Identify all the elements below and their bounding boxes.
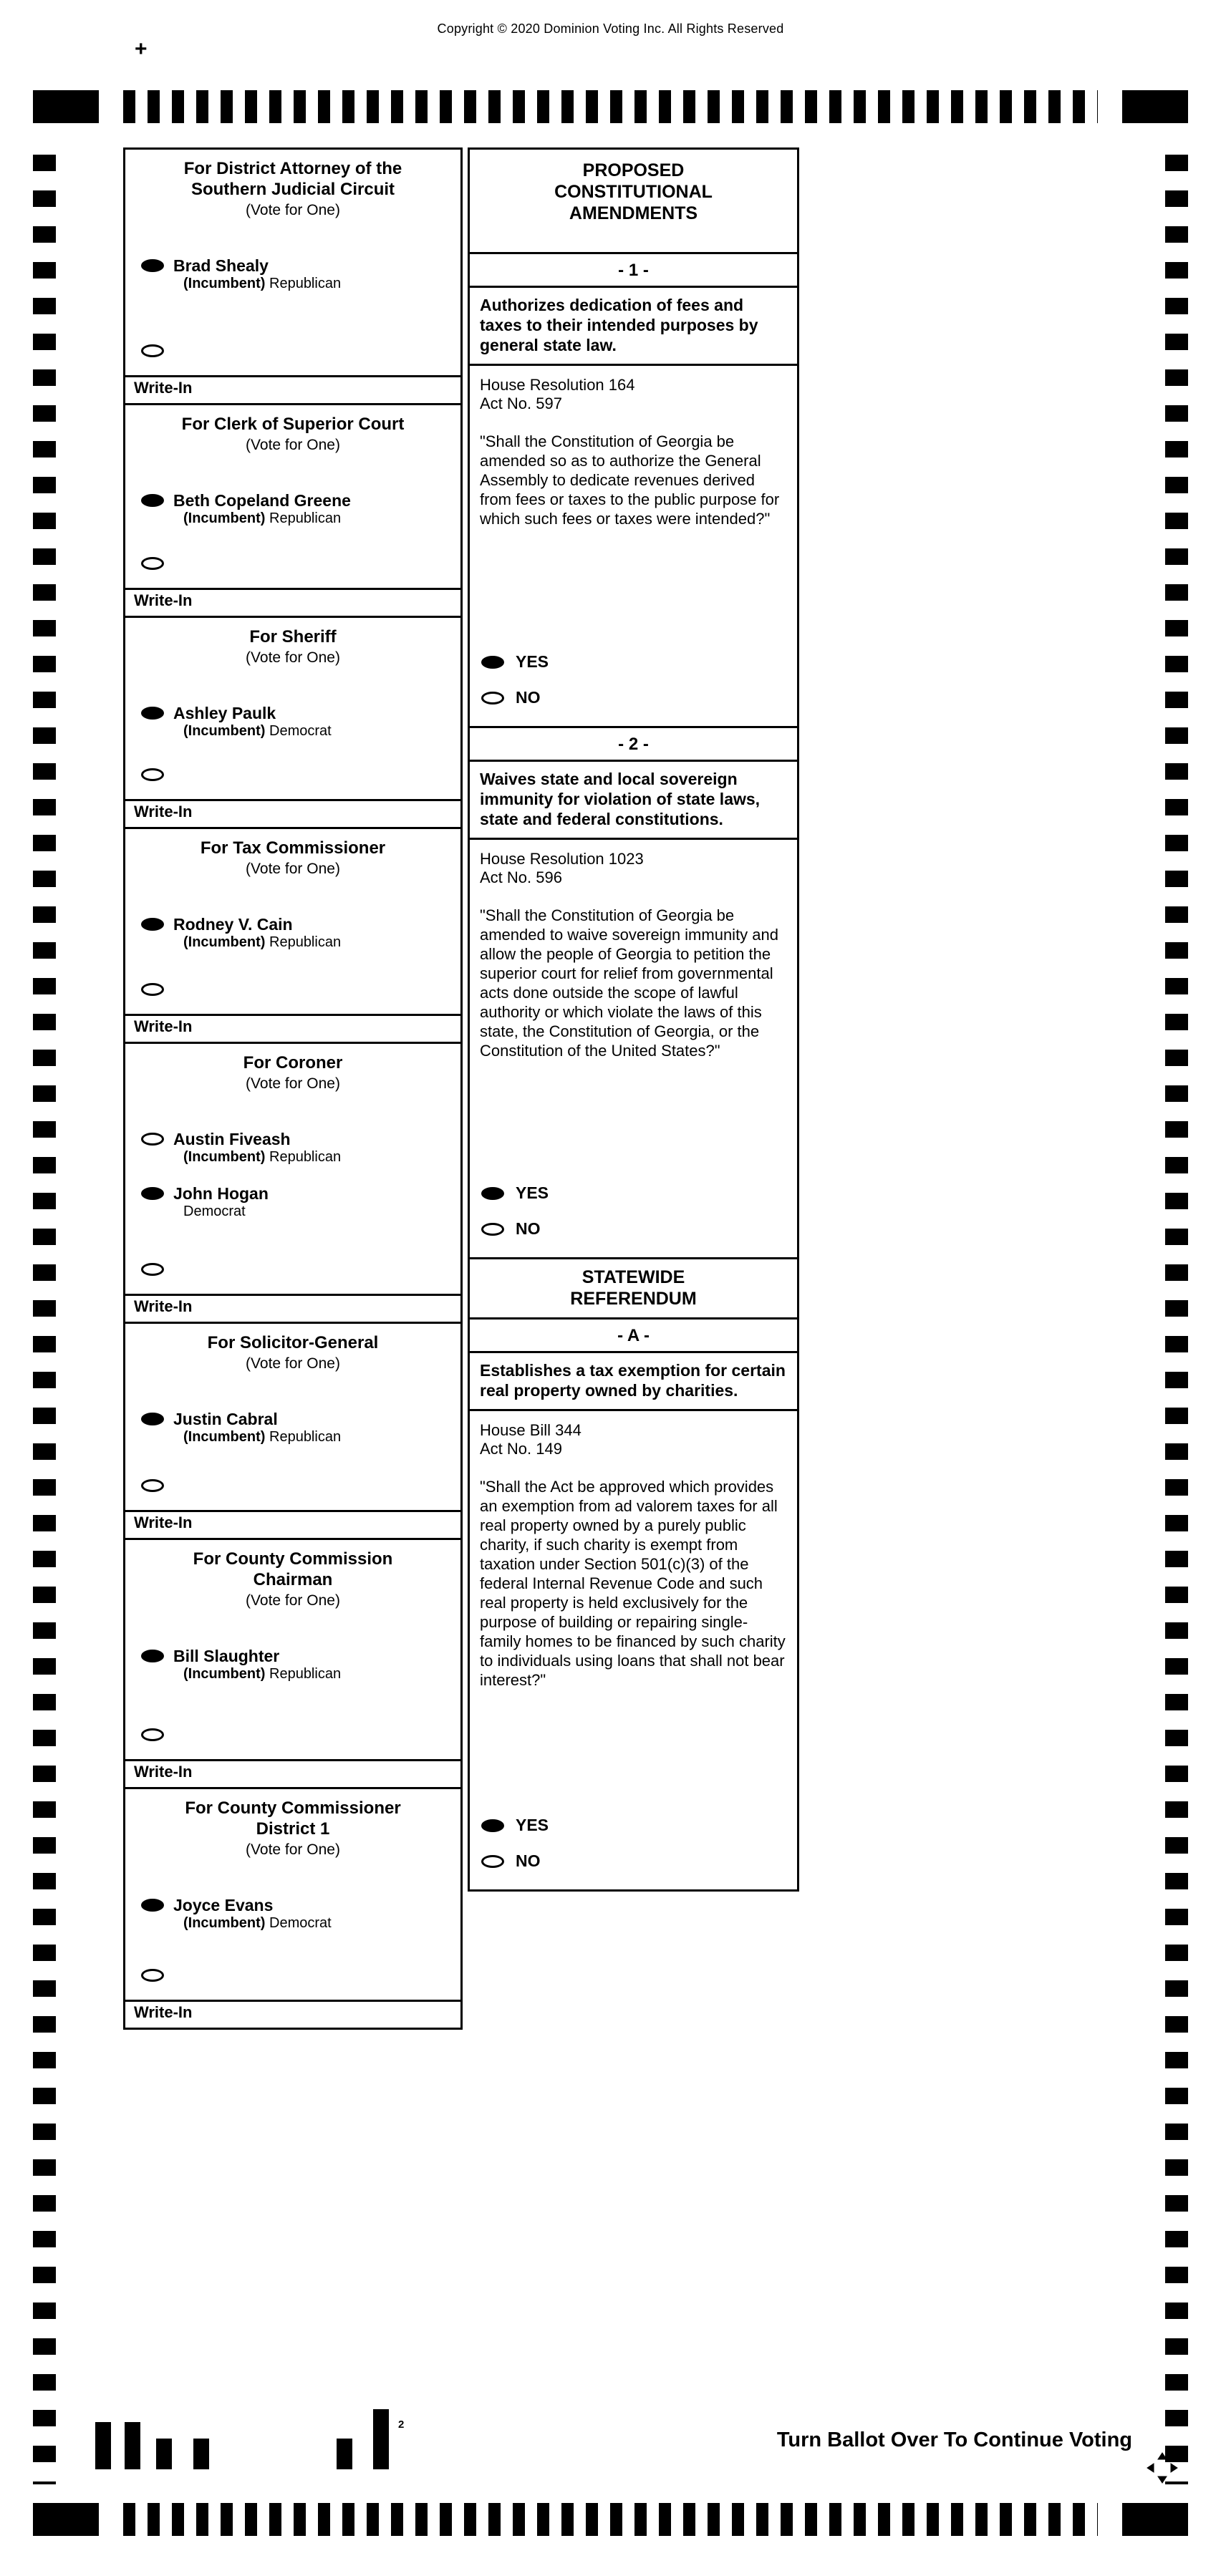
amendments-header: PROPOSED CONSTITUTIONAL AMENDMENTS [468, 147, 799, 254]
write-in-label: Write-In [134, 2003, 193, 2021]
measure-refs: House Resolution 164 Act No. 597 [480, 376, 635, 412]
measures-column [468, 147, 799, 1892]
timing-marks-bottom [33, 2503, 1188, 2536]
candidate-detail: (Incumbent) Republican [183, 510, 342, 526]
candidate-detail: Democrat [183, 1204, 246, 1219]
candidate-detail: (Incumbent) Republican [183, 1429, 342, 1445]
write-in-label: Write-In [134, 1763, 193, 1781]
candidate-detail: (Incumbent) Republican [183, 276, 342, 291]
write-in-label: Write-In [134, 1017, 193, 1035]
no-row [481, 1851, 541, 1871]
vote-instruction: (Vote for One) [246, 649, 340, 666]
write-in-area[interactable] [125, 1759, 460, 1781]
contest-title: For County Commissioner District 1 [185, 1798, 401, 1839]
candidate-detail: (Incumbent) Democrat [183, 723, 332, 739]
contest-title: For Sheriff [249, 627, 337, 647]
candidate-name: Austin Fiveash [173, 1130, 291, 1148]
measure-question: "Shall the Act be approved which provides an exemption from ad valorem taxes for all real property owned by a purely public charity, if such charity is exempt from taxation under Section 501(c)(3) of the federal Internal Revenue Code and such real property is held exclusively for the purpose of building or repairing single-family homes to be financed by such charity to individuals using loans that shall not bear interest?" [480, 1478, 786, 1689]
candidate-name: John Hogan [173, 1184, 269, 1203]
yes-oval-amendment-2[interactable] [481, 1187, 504, 1200]
measure-summary: Authorizes dedication of fees and taxes to their intended purposes by general state law. [470, 288, 797, 366]
candidate-detail: (Incumbent) Republican [183, 934, 342, 950]
candidate-row [141, 1647, 460, 1682]
contest-title: For Solicitor-General [207, 1333, 379, 1352]
oval-justin-cabral[interactable] [141, 1413, 164, 1425]
vote-instruction: (Vote for One) [246, 1841, 340, 1858]
write-in-oval[interactable] [141, 557, 164, 570]
measure-number: - 1 - [470, 254, 797, 288]
yes-label: YES [516, 1816, 549, 1834]
yes-oval-referendum-a[interactable] [481, 1819, 504, 1832]
contest-title: For District Attorney of the Southern Judicial Circuit [183, 159, 402, 199]
candidate-detail: (Incumbent) Republican [183, 1149, 342, 1165]
candidate-detail: (Incumbent) Democrat [183, 1915, 332, 1931]
contest-sheriff [123, 616, 463, 829]
no-oval-referendum-a[interactable] [481, 1855, 504, 1868]
copyright-text: Copyright © 2020 Dominion Voting Inc. All Rights Reserved [437, 21, 784, 36]
no-label: NO [516, 1219, 541, 1238]
candidate-name: Beth Copeland Greene [173, 491, 351, 510]
yes-label: YES [516, 652, 549, 671]
write-in-label: Write-In [134, 1514, 193, 1531]
timing-block-left [33, 2503, 99, 2536]
write-in-area[interactable] [125, 2000, 460, 2022]
write-in-oval[interactable] [141, 1263, 164, 1276]
candidate-name: Ashley Paulk [173, 704, 276, 722]
barcode-bar [156, 2439, 172, 2469]
candidate-name: Rodney V. Cain [173, 915, 293, 934]
contest-county-commissioner-district-1 [123, 1787, 463, 2030]
candidate-row [141, 915, 460, 951]
measure-referendum-a [468, 1317, 799, 1892]
contest-district-attorney [123, 147, 463, 405]
measure-summary: Waives state and local sovereign immunity for violation of state laws, state and federal constitutions. [470, 762, 797, 840]
vote-instruction: (Vote for One) [246, 437, 340, 453]
measure-amendment-1 [468, 252, 799, 728]
oval-rodney-v-cain[interactable] [141, 918, 164, 931]
timing-block-left [33, 90, 99, 123]
contest-solicitor-general [123, 1322, 463, 1540]
write-in-oval[interactable] [141, 983, 164, 996]
contest-tax-commissioner [123, 827, 463, 1044]
vote-instruction: (Vote for One) [246, 861, 340, 877]
candidate-row [141, 1184, 460, 1220]
candidate-row [141, 1130, 460, 1166]
write-in-label: Write-In [134, 379, 193, 397]
candidate-row [141, 704, 460, 740]
no-row [481, 1219, 541, 1239]
contest-title: For Tax Commissioner [200, 838, 386, 858]
write-in-oval[interactable] [141, 1479, 164, 1492]
timing-marks-left [33, 155, 56, 2484]
timing-bars [123, 90, 1098, 123]
turn-ballot-over-instruction: Turn Ballot Over To Continue Voting [776, 2429, 1132, 2451]
timing-block-right [1122, 2503, 1188, 2536]
contest-title: For Clerk of Superior Court [181, 415, 405, 434]
candidate-name: Joyce Evans [173, 1896, 274, 1914]
registration-plus-mark: + [135, 37, 148, 61]
candidate-name: Bill Slaughter [173, 1647, 280, 1665]
yes-row [481, 652, 549, 672]
no-row [481, 688, 541, 707]
vote-instruction: (Vote for One) [246, 1075, 340, 1092]
vote-instruction: (Vote for One) [246, 1592, 340, 1609]
barcode-bar [125, 2422, 140, 2469]
yes-row [481, 1816, 549, 1835]
oval-bill-slaughter[interactable] [141, 1650, 164, 1662]
write-in-label: Write-In [134, 1297, 193, 1315]
yes-oval-amendment-1[interactable] [481, 656, 504, 669]
contest-county-commission-chairman [123, 1538, 463, 1789]
no-oval-amendment-2[interactable] [481, 1223, 504, 1236]
referendum-header: STATEWIDE REFERENDUM [468, 1257, 799, 1320]
barcode-bar [95, 2422, 111, 2469]
write-in-oval[interactable] [141, 1969, 164, 1982]
write-in-area[interactable] [125, 799, 460, 821]
timing-marks-right [1165, 155, 1188, 2484]
measure-summary: Establishes a tax exemption for certain real property owned by charities. [470, 1353, 797, 1411]
timing-block-right [1122, 90, 1188, 123]
write-in-oval[interactable] [141, 344, 164, 357]
vote-instruction: (Vote for One) [246, 202, 340, 218]
write-in-oval[interactable] [141, 768, 164, 781]
write-in-area[interactable] [125, 1294, 460, 1316]
oval-john-hogan[interactable] [141, 1187, 164, 1200]
write-in-area[interactable] [125, 375, 460, 397]
oval-austin-fiveash[interactable] [141, 1133, 164, 1146]
barcode-superscript: 2 [398, 2418, 405, 2431]
write-in-area[interactable] [125, 588, 460, 610]
barcode-bar [337, 2439, 352, 2469]
no-oval-amendment-1[interactable] [481, 692, 504, 704]
candidate-detail: (Incumbent) Republican [183, 1666, 342, 1682]
measure-amendment-2 [468, 726, 799, 1259]
write-in-oval[interactable] [141, 1728, 164, 1741]
candidate-row [141, 1896, 460, 1932]
yes-label: YES [516, 1183, 549, 1202]
contest-title: For County Commission Chairman [193, 1549, 393, 1589]
contests-column [123, 147, 463, 2030]
candidate-row [141, 1410, 460, 1446]
write-in-label: Write-In [134, 591, 193, 609]
write-in-label: Write-In [134, 803, 193, 820]
measure-refs: House Bill 344 Act No. 149 [480, 1421, 581, 1458]
measure-question: "Shall the Constitution of Georgia be amended to waive sovereign immunity and allow the people of Georgia to petition the superior court for relief from governmental acts done outside the scope of lawful authority or which violate the laws of this state, the Constitution of Georgia, or the Constitution of the United States?" [480, 906, 779, 1060]
oval-ashley-paulk[interactable] [141, 707, 164, 720]
oval-beth-copeland-greene[interactable] [141, 494, 164, 507]
measure-number: - 2 - [470, 728, 797, 762]
measure-refs: House Resolution 1023 Act No. 596 [480, 850, 644, 886]
barcode-bar [193, 2439, 209, 2469]
barcode-bar [373, 2409, 389, 2469]
yes-row [481, 1183, 549, 1203]
measure-question: "Shall the Constitution of Georgia be amended so as to authorize the General Assembly to dedicate revenues derived from fees or taxes to the public purpose for which such fees or taxes were intended?" [480, 432, 780, 528]
contest-title: For Coroner [243, 1053, 343, 1072]
candidate-row [141, 256, 460, 292]
oval-joyce-evans[interactable] [141, 1899, 164, 1912]
timing-bars [123, 2503, 1098, 2536]
candidate-name: Justin Cabral [173, 1410, 278, 1428]
no-label: NO [516, 1851, 541, 1870]
write-in-area[interactable] [125, 1510, 460, 1532]
candidate-name: Brad Shealy [173, 256, 269, 275]
timing-marks-top [33, 90, 1188, 123]
contest-clerk-superior-court [123, 403, 463, 618]
oval-brad-shealy[interactable] [141, 259, 164, 272]
contest-coroner [123, 1042, 463, 1324]
vote-instruction: (Vote for One) [246, 1355, 340, 1372]
write-in-area[interactable] [125, 1014, 460, 1036]
no-label: NO [516, 688, 541, 707]
candidate-row [141, 491, 460, 527]
registration-compass-icon [1146, 2451, 1179, 2484]
measure-number: - A - [470, 1320, 797, 1353]
